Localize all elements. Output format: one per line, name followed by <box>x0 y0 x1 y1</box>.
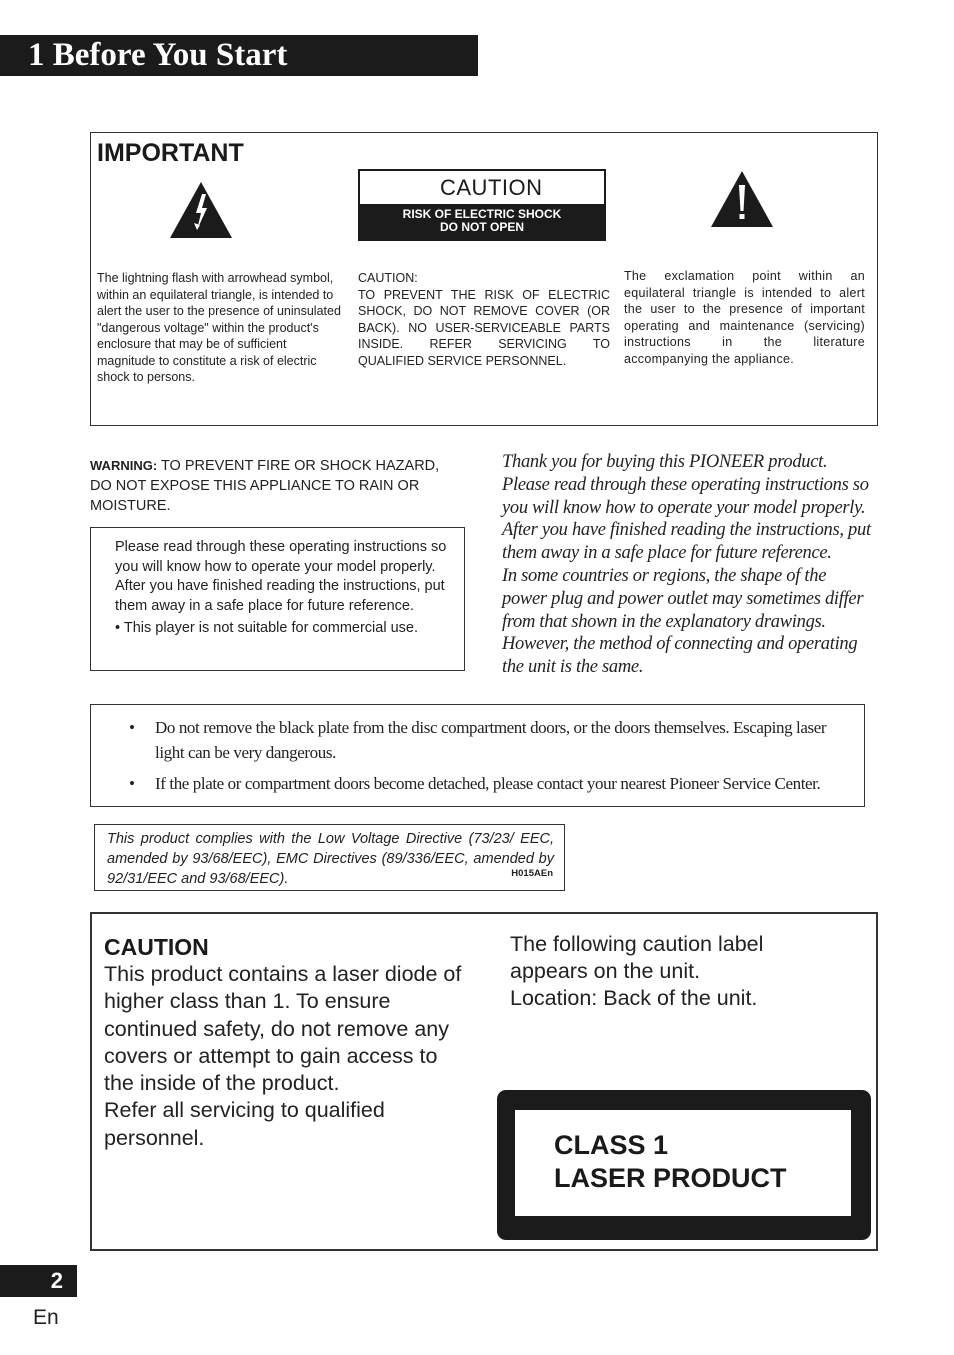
language-code: En <box>33 1306 59 1329</box>
laser-servicing-text: Refer all servicing to qualified personnel. <box>104 1098 385 1150</box>
bullet-text: If the plate or compartment doors become detached, please contact your nearest Pioneer Service Center. <box>155 774 821 793</box>
laser-caution-body <box>104 961 464 1152</box>
disc-door-warning-box <box>90 704 865 807</box>
compliance-code: H015AEn <box>511 868 553 879</box>
warning-label: WARNING: <box>90 458 158 473</box>
chapter-header <box>0 35 478 76</box>
laser-caution-text: This product contains a laser diode of higher class than 1. To ensure continued safety, do not remove any covers or attempt to gain access to the inside of the product. <box>104 962 462 1096</box>
compliance-notice <box>94 824 565 891</box>
instructions-box <box>90 527 465 671</box>
important-box <box>90 132 878 426</box>
class1-label-inner <box>515 1110 851 1216</box>
laser-caution-title: CAUTION <box>104 934 209 960</box>
class1-laser-label <box>497 1090 871 1240</box>
laser-caution-box <box>90 912 878 1251</box>
list-item <box>129 715 829 765</box>
page-number: 2 <box>0 1265 77 1297</box>
important-title: IMPORTANT <box>97 139 244 167</box>
thank-you-paragraph: Thank you for buying this PIONEER product. Please read through these operating instructions so you will know how to operate your model properly. After you have finished reading the instructions, put them away in a safe place for future reference. <box>502 452 871 564</box>
caution-label-banner <box>360 204 604 239</box>
bullet-icon: • <box>129 774 135 793</box>
caution-shock-label <box>358 169 606 241</box>
chapter-title: 1 Before You Start <box>28 37 288 73</box>
caution-label-line2: DO NOT OPEN <box>439 220 524 234</box>
label-location-text: The following caution label appears on the unit. <box>510 932 764 983</box>
list-item <box>129 771 829 796</box>
instructions-text: Please read through these operating instructions so you will know how to operate your model properly. After you have finished reading the instructions, put them away in a safe place for future reference. <box>115 539 447 614</box>
exclamation-warning-icon <box>710 169 774 229</box>
caution-label-title: CAUTION <box>440 175 543 200</box>
compliance-text: This product complies with the Low Voltage Directive (73/23/ EEC, amended by 93/68/EEC), EMC Directives (89/336/EEC, amended by 92/31/EEC and 93/68/EEC). <box>107 831 554 887</box>
lightning-warning-icon <box>169 180 233 240</box>
caution-heading: CAUTION: <box>358 271 418 285</box>
warning-notice <box>90 456 462 516</box>
power-plug-paragraph: In some countries or regions, the shape of the power plug and power outlet may sometimes differ from that shown in the explanatory drawings. However, the method of connecting and operating the unit is the same. <box>502 565 864 678</box>
exclamation-description: The exclamation point within an equilateral triangle is intended to alert the user to the presence of important operating and maintenance (servicing) instructions in the literature accompanying the appliance. <box>624 269 865 366</box>
label-location-note <box>510 931 830 1012</box>
caution-label-line1: RISK OF ELECTRIC SHOCK <box>402 207 562 221</box>
lightning-description: The lightning flash with arrowhead symbol, within an equilateral triangle, is intended to alert the user to the presence of uninsulated "dangerous voltage" within the product's enclosure that may be of sufficient magnitude to constitute a risk of electric shock to persons. <box>97 271 341 384</box>
warning-text: TO PREVENT FIRE OR SHOCK HAZARD, DO NOT EXPOSE THIS APPLIANCE TO RAIN OR MOISTURE. <box>90 458 440 514</box>
caution-text: TO PREVENT THE RISK OF ELECTRIC SHOCK, DO NOT REMOVE COVER (OR BACK). NO USER-SERVICEABLE PARTS INSIDE. REFER SERVICING TO QUALIFIED SERVICE PERSONNEL. <box>358 287 610 368</box>
caution-description <box>358 270 610 369</box>
label-location-position: Location: Back of the unit. <box>510 986 758 1010</box>
commercial-use-note: • This player is not suitable for commercial use. <box>115 620 418 636</box>
class-label-line2: LASER PRODUCT <box>554 1163 787 1193</box>
bullet-text: Do not remove the black plate from the disc compartment doors, or the doors themselves. Escaping laser light can be very dangerous. <box>155 718 827 762</box>
bullet-icon: • <box>129 718 135 737</box>
class-label-line1: CLASS 1 <box>554 1130 669 1160</box>
thank-you-note <box>502 451 874 679</box>
